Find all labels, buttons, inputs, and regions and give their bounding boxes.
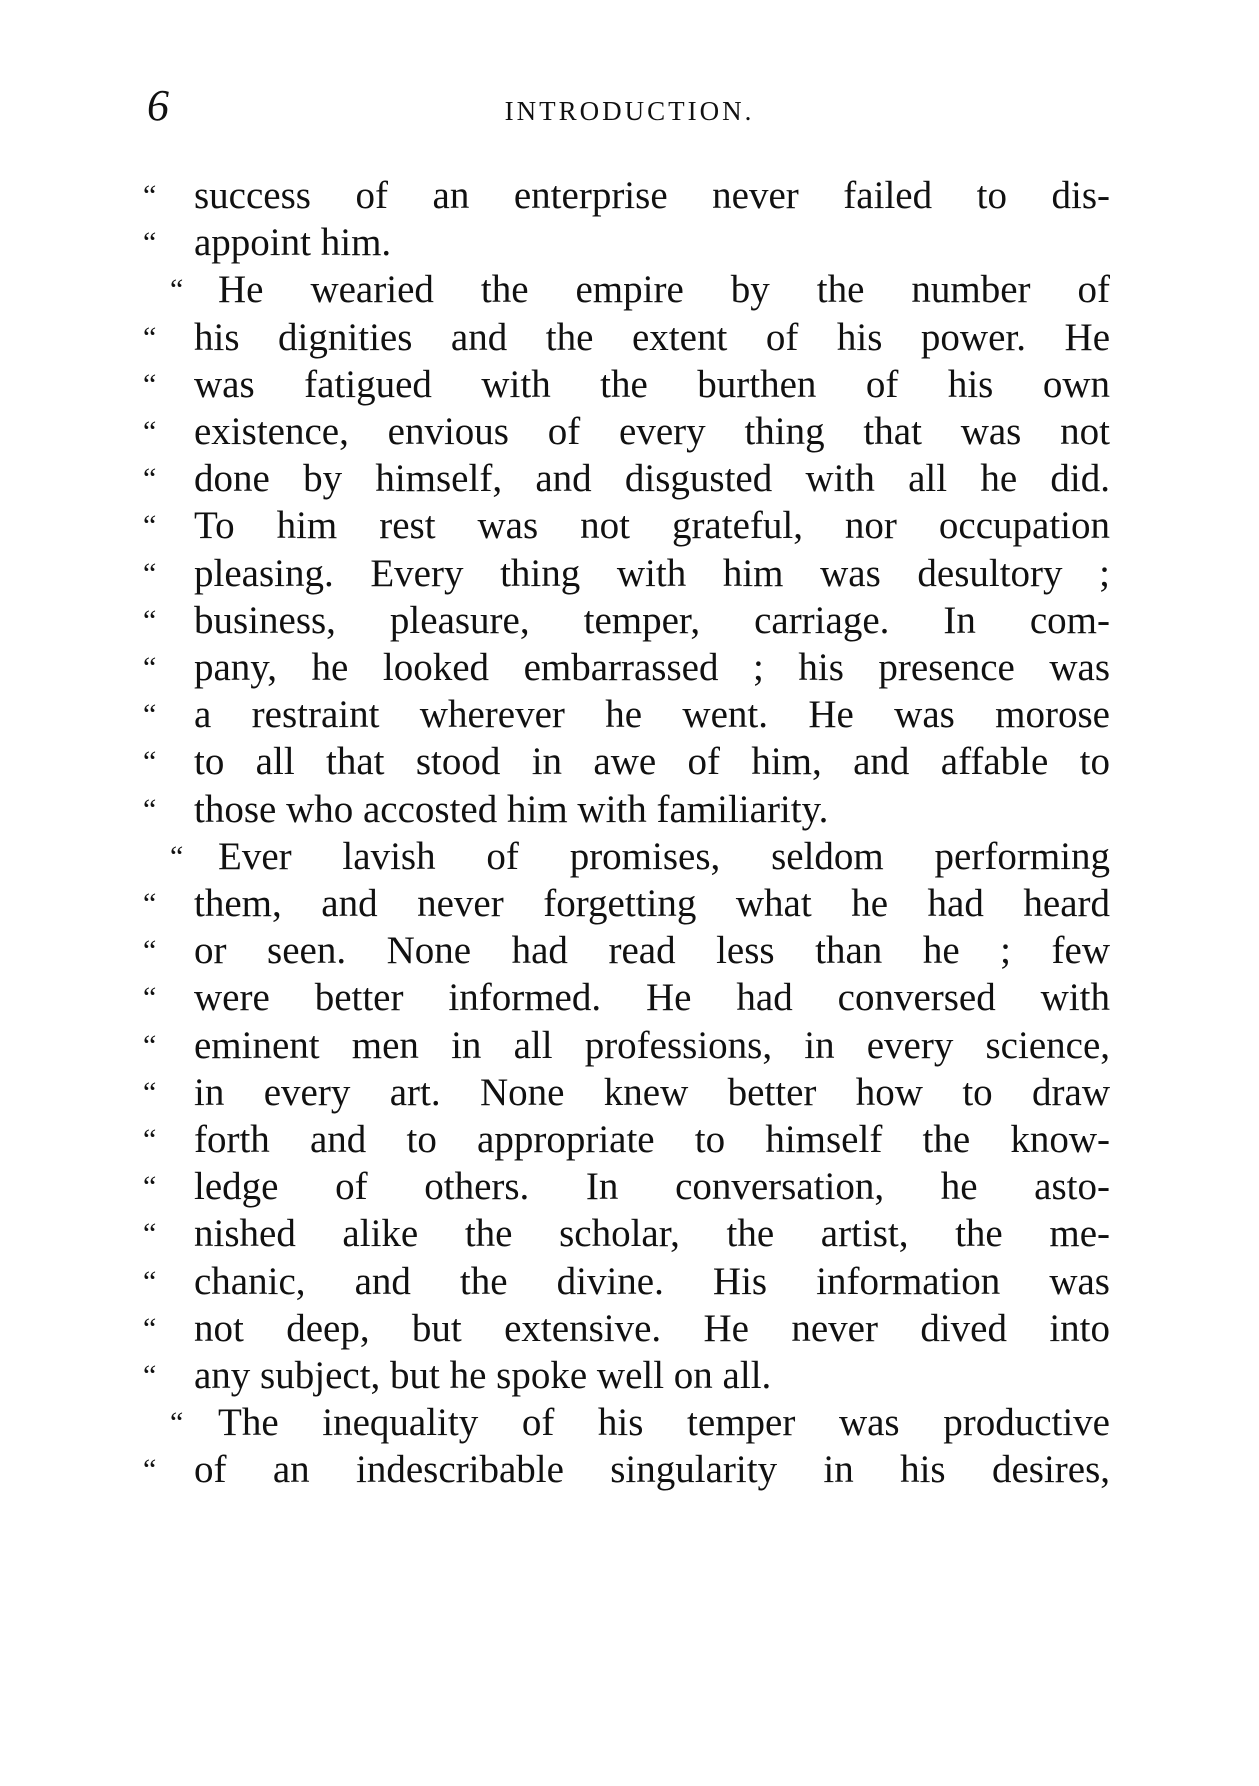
text-line — [0, 406, 1259, 458]
quote-mark: “ — [143, 1170, 157, 1204]
line-text: those who accosted him with familiarity. — [194, 787, 829, 831]
text-line — [0, 1020, 1259, 1072]
text-line — [0, 831, 1259, 883]
text-line — [0, 264, 1259, 316]
text-line — [0, 1303, 1259, 1355]
line-text: them, and never forgetting what he had heard — [194, 882, 1110, 925]
text-line — [0, 359, 1259, 411]
line-text: ledge of others. In conversation, he asto- — [194, 1165, 1110, 1209]
quote-mark: “ — [143, 556, 157, 590]
quote-mark: “ — [170, 839, 184, 873]
line-text: eminent men in all professions, in every science, — [194, 1023, 1110, 1067]
quote-mark: “ — [143, 415, 157, 448]
line-text: done by himself, and disgusted with all he did. — [194, 457, 1110, 501]
line-text: forth and to appropriate to himself the know- — [194, 1118, 1110, 1161]
text-line — [0, 595, 1259, 647]
text-line — [0, 1350, 1259, 1402]
quote-mark: “ — [143, 320, 157, 354]
text-line — [0, 1397, 1259, 1449]
quote-mark: “ — [143, 509, 157, 543]
line-text: a restraint wherever he went. He was morose — [194, 693, 1110, 737]
quote-mark: “ — [143, 1123, 157, 1156]
text-line — [0, 784, 1259, 836]
quote-mark: “ — [170, 273, 184, 307]
quote-mark: “ — [143, 367, 157, 401]
line-text: to all that stood in awe of him, and affable to — [194, 740, 1110, 784]
quote-mark: “ — [143, 179, 157, 212]
line-text: Ever lavish of promises, seldom performing — [218, 834, 1110, 878]
quote-mark: “ — [143, 981, 157, 1015]
running-title: INTRODUCTION. — [504, 96, 755, 126]
text-line — [0, 878, 1259, 930]
line-text: pany, he looked embarrassed ; his presence was — [194, 646, 1110, 689]
quote-mark: “ — [143, 603, 157, 637]
line-text: not deep, but extensive. He never dived into — [194, 1306, 1110, 1350]
text-line — [0, 170, 1259, 222]
line-text: his dignities and the extent of his power. He — [194, 315, 1110, 359]
quote-mark: “ — [143, 934, 157, 968]
quote-mark: “ — [143, 1264, 157, 1298]
text-line — [0, 1161, 1259, 1213]
line-text: or seen. None had read less than he ; few — [194, 929, 1110, 973]
text-line — [0, 217, 1259, 269]
text-line — [0, 642, 1259, 694]
text-line — [0, 453, 1259, 505]
line-text: chanic, and the divine. His information was — [194, 1259, 1110, 1303]
line-text: He wearied the empire by the number of — [218, 268, 1110, 312]
quote-mark: “ — [143, 1075, 157, 1109]
quote-mark: “ — [143, 226, 157, 260]
text-line — [0, 1208, 1259, 1260]
quote-mark: “ — [143, 887, 157, 920]
text-line — [0, 1114, 1259, 1166]
quote-mark: “ — [143, 745, 157, 779]
quote-mark: “ — [143, 651, 157, 684]
quote-mark: “ — [143, 1359, 157, 1392]
quote-mark: “ — [143, 1028, 157, 1062]
line-text: success of an enterprise never failed to dis- — [194, 174, 1110, 217]
line-text: business, pleasure, temper, carriage. In com- — [194, 598, 1110, 642]
quote-mark: “ — [143, 462, 157, 496]
page-number: 6 — [147, 81, 169, 130]
text-line — [0, 736, 1259, 788]
line-text: To him rest was not grateful, nor occupation — [194, 504, 1110, 548]
text-line — [0, 548, 1259, 600]
text-line — [0, 972, 1259, 1024]
line-text: pleasing. Every thing with him was desultory ; — [194, 551, 1110, 595]
line-text: in every art. None knew better how to draw — [194, 1070, 1110, 1114]
quote-mark: “ — [143, 792, 157, 826]
line-text: nished alike the scholar, the artist, the me- — [194, 1212, 1110, 1256]
quote-mark: “ — [170, 1406, 184, 1440]
line-text: of an indescribable singularity in his desires, — [194, 1448, 1110, 1492]
text-line — [0, 1067, 1259, 1119]
line-text: appoint him. — [194, 221, 392, 265]
line-text: was fatigued with the burthen of his own — [194, 362, 1110, 406]
line-text: The inequality of his temper was productive — [218, 1401, 1110, 1445]
text-line — [0, 1256, 1259, 1308]
line-text: were better informed. He had conversed with — [194, 976, 1110, 1020]
text-line — [0, 1444, 1259, 1496]
text-line — [0, 689, 1259, 741]
text-line — [0, 312, 1259, 364]
line-text: existence, envious of every thing that was not — [194, 410, 1110, 453]
quote-mark: “ — [143, 1453, 157, 1487]
text-line — [0, 925, 1259, 977]
quote-mark: “ — [143, 698, 157, 732]
text-line — [0, 500, 1259, 552]
line-text: any subject, but he spoke well on all. — [194, 1354, 772, 1397]
quote-mark: “ — [143, 1217, 157, 1251]
quote-mark: “ — [143, 1311, 157, 1345]
